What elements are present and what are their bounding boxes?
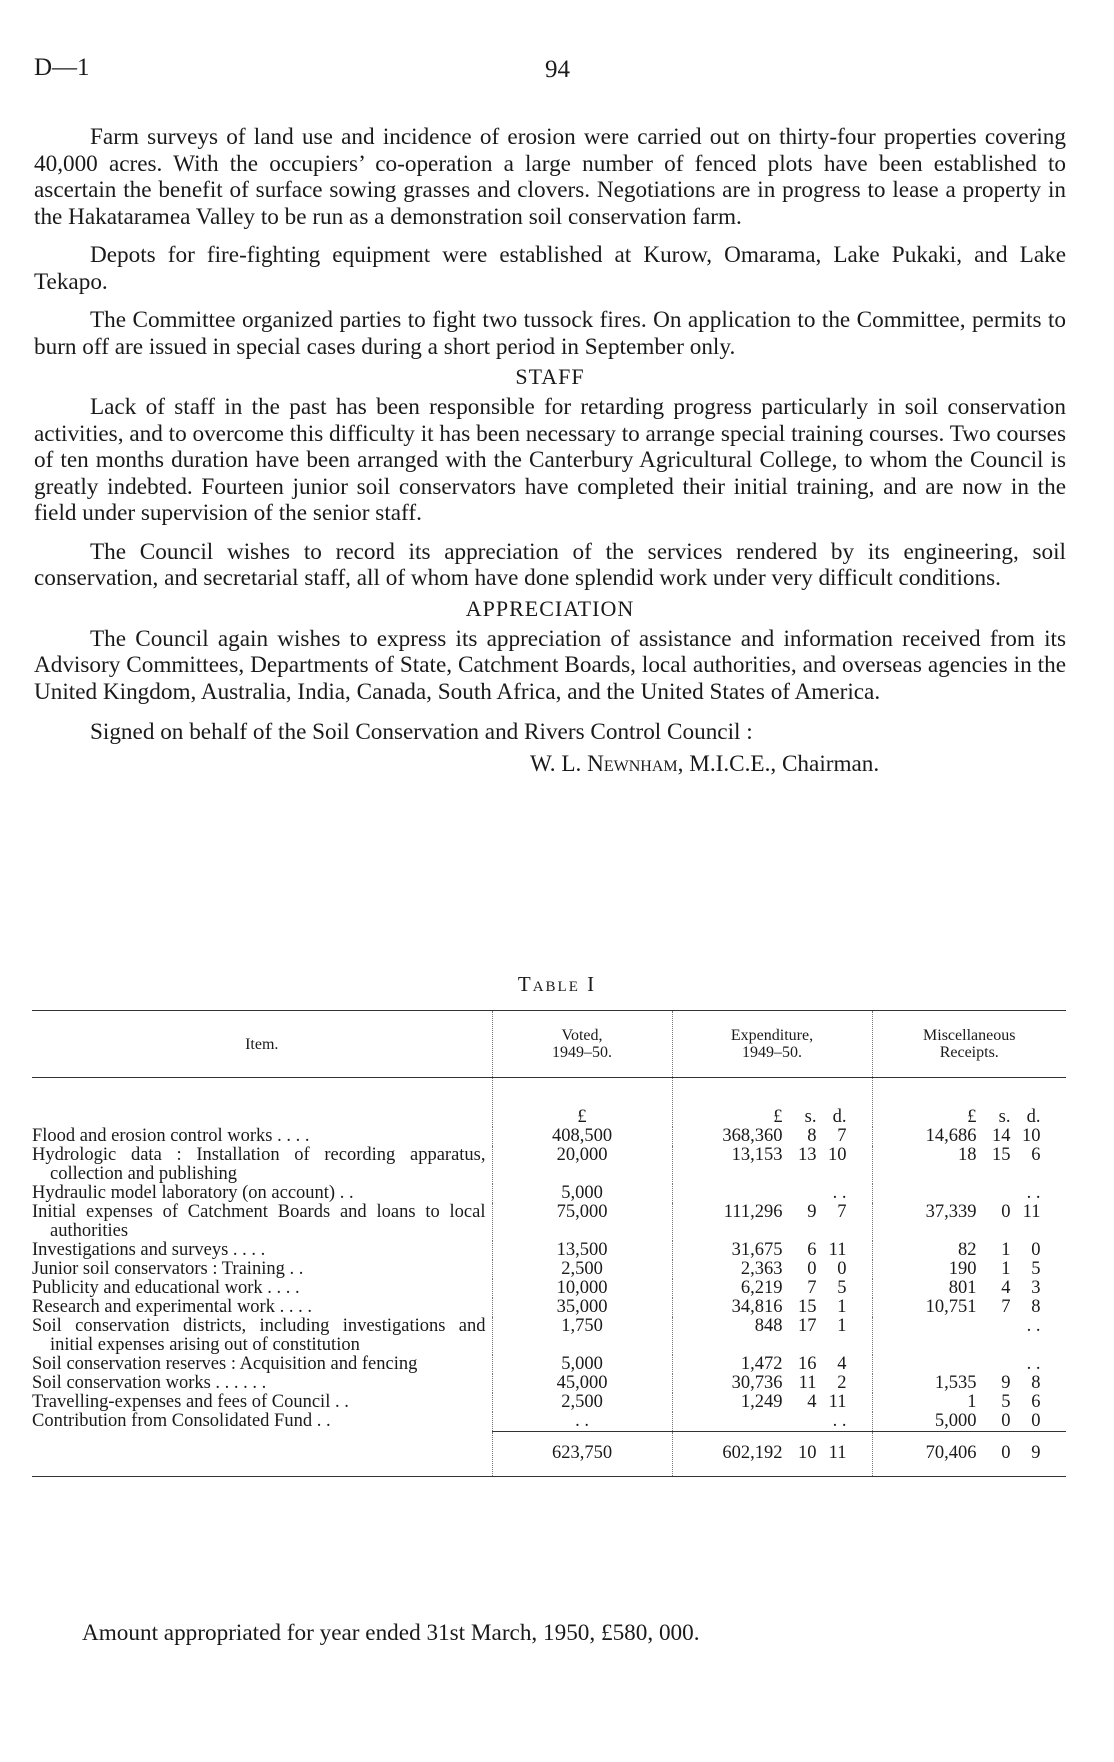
paragraph-staff-training: Lack of staff in the past has been responsible for retarding progress particularly in soil conservation activities, and to overcome this difficulty it has been necessary to arrange special training courses. Two courses of ten months duration have been arranged with the Canterbury Agricultural College, to whom the Council is greatly indebted. Fourteen junior soil conservators have completed their initial training, and are now in the field under supervision of the senior staff.: [34, 394, 1066, 526]
misc-cell: [872, 1298, 1066, 1317]
expenditure-cell-pence: 1: [837, 1316, 847, 1336]
misc-cell-pounds: 1,535: [934, 1373, 977, 1393]
total-misc: [872, 1432, 1066, 1477]
expenditure-cell: [672, 1298, 872, 1317]
staff-heading: STAFF: [515, 364, 585, 389]
item-cell: [32, 1393, 492, 1412]
misc-cell-shillings: 1: [1001, 1259, 1011, 1279]
misc-cell-shillings: 5: [1001, 1392, 1011, 1412]
expenditure-cell: [672, 1203, 872, 1241]
item-label: Soil conservation works . . . . . .: [32, 1373, 267, 1393]
misc-cell-pence: 0: [1031, 1411, 1041, 1431]
expenditure-cell-pounds: 30,736: [731, 1373, 783, 1393]
expenditure-cell-shillings: 8: [807, 1126, 817, 1146]
total-voted: 623,750: [492, 1432, 672, 1477]
expenditure-cell-pounds: 111,296: [723, 1202, 783, 1222]
misc-cell: [872, 1279, 1066, 1298]
misc-cell-pounds: 14,686: [925, 1126, 977, 1146]
item-label: Flood and erosion control works . . . .: [32, 1126, 310, 1146]
unit-shillings: s.: [998, 1107, 1011, 1127]
units-expenditure: [672, 1078, 872, 1128]
totals-label-cell: [32, 1432, 492, 1477]
expenditure-cell-pounds: 848: [754, 1316, 783, 1336]
expenditure-cell-pounds: 1,249: [740, 1392, 783, 1412]
expenditure-cell-shillings: 13: [798, 1145, 817, 1165]
voted-cell: 408,500: [492, 1127, 672, 1146]
header-voted-line1: Voted,: [561, 1027, 603, 1044]
item-cell: [32, 1279, 492, 1298]
expenditure-cell-pounds: 13,153: [731, 1145, 783, 1165]
expenditure-cell: [672, 1393, 872, 1412]
expenditure-cell: [672, 1355, 872, 1374]
voted-cell: 75,000: [492, 1203, 672, 1241]
paragraph-staff-appreciation: The Council wishes to record its appreciation of the services rendered by its engineering, soil conservation, and secretarial staff, all of whom have done splendid work under very difficult conditions.: [34, 538, 1066, 591]
voted-cell: 20,000: [492, 1146, 672, 1184]
expenditure-cell-pounds: 31,675: [731, 1240, 783, 1260]
expenditure-cell-pence: . .: [832, 1411, 847, 1431]
misc-cell-shillings: 4: [1001, 1278, 1011, 1298]
expenditure-cell-shillings: 11: [798, 1373, 817, 1393]
totals-row: [32, 1432, 1066, 1477]
misc-cell-pence: 5: [1031, 1259, 1041, 1279]
units-misc: [872, 1078, 1066, 1128]
item-label: Hydraulic model laboratory (on account) . .: [32, 1183, 354, 1203]
unit-pence: d.: [832, 1107, 847, 1127]
table-row: [32, 1374, 1066, 1393]
item-label: Contribution from Consolidated Fund . .: [32, 1411, 331, 1431]
table-row: [32, 1260, 1066, 1279]
table-row: [32, 1298, 1066, 1317]
table-row: [32, 1127, 1066, 1146]
misc-cell-pence: 3: [1031, 1278, 1041, 1298]
misc-cell: [872, 1317, 1066, 1355]
header-expenditure: [672, 1011, 872, 1078]
unit-pence: d.: [1026, 1107, 1041, 1127]
misc-cell-shillings: 0: [1001, 1202, 1011, 1222]
signatory-credentials: , M.I.C.E., Chairman.: [677, 751, 880, 777]
expenditure-cell-pence: 4: [837, 1354, 847, 1374]
table-row: [32, 1203, 1066, 1241]
item-cell: [32, 1298, 492, 1317]
total-expenditure-pence: 11: [828, 1443, 847, 1463]
misc-cell: [872, 1203, 1066, 1241]
expenditure-cell: [672, 1260, 872, 1279]
total-misc-pence: 9: [1031, 1443, 1041, 1463]
expenditure-cell-pence: 2: [837, 1373, 847, 1393]
misc-cell: [872, 1374, 1066, 1393]
voted-cell: 5,000: [492, 1184, 672, 1203]
page-number: 94: [545, 56, 570, 83]
header-expenditure-line2: 1949–50.: [742, 1044, 802, 1061]
voted-cell: 2,500: [492, 1260, 672, 1279]
expenditure-cell-pence: 11: [828, 1240, 847, 1260]
item-label: Junior soil conservators : Training . .: [32, 1259, 304, 1279]
expenditure-cell-pence: 11: [828, 1392, 847, 1412]
misc-cell: [872, 1184, 1066, 1203]
item-cell: [32, 1355, 492, 1374]
voted-cell: 2,500: [492, 1393, 672, 1412]
expenditure-cell-shillings: 9: [807, 1202, 817, 1222]
total-expenditure: [672, 1432, 872, 1477]
misc-cell-shillings: 0: [1001, 1411, 1011, 1431]
table-title: Table I: [517, 972, 597, 996]
item-cell: [32, 1146, 492, 1184]
table-row: [32, 1241, 1066, 1260]
paragraph-committee: The Committee organized parties to fight two tussock fires. On application to the Committee, permits to burn off are issued in special cases during a short period in September only.: [34, 307, 1066, 360]
appreciation-heading: APPRECIATION: [465, 595, 635, 621]
item-cell: [32, 1317, 492, 1355]
voted-cell: 13,500: [492, 1241, 672, 1260]
voted-cell: 1,750: [492, 1317, 672, 1355]
misc-cell-pence: 8: [1031, 1373, 1041, 1393]
table-row: [32, 1146, 1066, 1184]
signatory: [530, 749, 1066, 779]
running-head: [0, 54, 1114, 94]
misc-cell-pence: 11: [1022, 1202, 1041, 1222]
item-cell: [32, 1127, 492, 1146]
header-voted: [492, 1011, 672, 1078]
item-cell: [32, 1184, 492, 1203]
misc-cell-pounds: 1: [967, 1392, 977, 1412]
misc-cell-pence: 10: [1022, 1126, 1041, 1146]
expenditure-cell: [672, 1146, 872, 1184]
expenditure-cell: [672, 1317, 872, 1355]
table-row: [32, 1393, 1066, 1412]
item-cell: [32, 1374, 492, 1393]
units-row: [32, 1078, 1066, 1128]
misc-cell-shillings: 1: [1001, 1240, 1011, 1260]
table-row: [32, 1279, 1066, 1298]
expenditure-table: [32, 1010, 1066, 1477]
item-label: Investigations and surveys . . . .: [32, 1240, 266, 1260]
total-expenditure-pounds: 602,192: [722, 1443, 783, 1463]
body-text: [34, 124, 1066, 779]
expenditure-cell-shillings: 0: [807, 1259, 817, 1279]
misc-cell-pence: 0: [1031, 1240, 1041, 1260]
expenditure-cell: [672, 1184, 872, 1203]
header-misc-line1: Miscellaneous: [923, 1027, 1016, 1044]
table-row: [32, 1184, 1066, 1203]
misc-cell: [872, 1260, 1066, 1279]
misc-cell: [872, 1127, 1066, 1146]
item-cell: [32, 1203, 492, 1241]
header-misc: [872, 1011, 1066, 1078]
total-misc-pounds: 70,406: [925, 1443, 977, 1463]
expenditure-cell-shillings: 17: [798, 1316, 817, 1336]
expenditure-cell-shillings: 15: [798, 1297, 817, 1317]
table-row: [32, 1355, 1066, 1374]
expenditure-cell: [672, 1374, 872, 1393]
misc-cell-pence: . .: [1026, 1183, 1041, 1203]
misc-cell-pence: 6: [1031, 1145, 1041, 1165]
misc-cell-pounds: 10,751: [925, 1297, 977, 1317]
header-misc-line2: Receipts.: [939, 1044, 999, 1061]
expenditure-cell-pounds: 6,219: [740, 1278, 783, 1298]
total-expenditure-shillings: 10: [798, 1443, 817, 1463]
item-cell: [32, 1260, 492, 1279]
expenditure-cell-shillings: 6: [807, 1240, 817, 1260]
misc-cell-pence: . .: [1026, 1354, 1041, 1374]
voted-cell: 45,000: [492, 1374, 672, 1393]
misc-cell: [872, 1412, 1066, 1432]
table-header-row: [32, 1011, 1066, 1078]
expenditure-cell: [672, 1127, 872, 1146]
misc-cell: [872, 1355, 1066, 1374]
expenditure-cell-shillings: 7: [807, 1278, 817, 1298]
header-voted-line2: 1949–50.: [552, 1044, 612, 1061]
expenditure-cell-pence: 5: [837, 1278, 847, 1298]
expenditure-cell-pence: 0: [837, 1259, 847, 1279]
misc-cell-pounds: 82: [958, 1240, 977, 1260]
signed-line: Signed on behalf of the Soil Conservation and Rivers Control Council :: [90, 719, 753, 745]
item-label: Publicity and educational work . . . .: [32, 1278, 300, 1298]
expenditure-cell: [672, 1412, 872, 1432]
paragraph-appreciation: The Council again wishes to express its appreciation of assistance and information received from its Advisory Committees, Departments of State, Catchment Boards, local authorities, and overseas agencies in the United Kingdom, Australia, India, Canada, South Africa, and the United States of America.: [34, 625, 1066, 705]
misc-cell-shillings: 14: [992, 1126, 1011, 1146]
misc-cell-pounds: 37,339: [925, 1202, 977, 1222]
unit-shillings: s.: [804, 1107, 817, 1127]
table-row: [32, 1317, 1066, 1355]
misc-cell: [872, 1146, 1066, 1184]
item-label: Soil conservation districts, including investigations and initial expenses arising out of constitution: [32, 1316, 486, 1355]
paragraph-depots: Depots for fire-fighting equipment were established at Kurow, Omarama, Lake Pukaki, and Lake Tekapo.: [34, 242, 1066, 295]
misc-cell-shillings: 7: [1001, 1297, 1011, 1317]
signatory-name: W. L. Newnham: [530, 751, 678, 777]
document-code: D—1: [34, 54, 90, 81]
expenditure-cell-pounds: 34,816: [731, 1297, 783, 1317]
misc-cell-pence: 6: [1031, 1392, 1041, 1412]
expenditure-cell-pence: 1: [837, 1297, 847, 1317]
expenditure-cell: [672, 1241, 872, 1260]
units-voted: £: [492, 1078, 672, 1128]
misc-cell-pence: 8: [1031, 1297, 1041, 1317]
item-cell: [32, 1412, 492, 1432]
expenditure-cell-shillings: 16: [798, 1354, 817, 1374]
paragraph-farm-surveys: Farm surveys of land use and incidence of erosion were carried out on thirty-four properties covering 40,000 acres. With the occupiers’ co-operation a large number of fenced plots have been established to ascertain the benefit of surface sowing grasses and clovers. Negotiations are in progress to lease a property in the Hakataramea Valley to be run as a demonstration soil conservation farm.: [34, 124, 1066, 230]
item-label: Hydrologic data : Installation of recording apparatus, collection and publishing: [32, 1145, 486, 1184]
expenditure-cell-shillings: 4: [807, 1392, 817, 1412]
expenditure-cell-pence: 10: [828, 1145, 847, 1165]
misc-cell: [872, 1393, 1066, 1412]
voted-cell: 35,000: [492, 1298, 672, 1317]
expenditure-cell-pounds: 368,360: [722, 1126, 783, 1146]
item-cell: [32, 1241, 492, 1260]
expenditure-cell: [672, 1279, 872, 1298]
expenditure-cell-pence: . .: [832, 1183, 847, 1203]
units-item: [32, 1078, 492, 1128]
footnote: Amount appropriated for year ended 31st March, 1950, £580, 000.: [82, 1620, 700, 1646]
voted-cell: 5,000: [492, 1355, 672, 1374]
item-label: Travelling-expenses and fees of Council . .: [32, 1392, 349, 1412]
item-label: Research and experimental work . . . .: [32, 1297, 312, 1317]
voted-cell: . .: [492, 1412, 672, 1432]
expenditure-cell-pence: 7: [837, 1202, 847, 1222]
misc-cell: [872, 1241, 1066, 1260]
voted-cell: 10,000: [492, 1279, 672, 1298]
misc-cell-shillings: 15: [992, 1145, 1011, 1165]
misc-cell-pounds: 5,000: [934, 1411, 977, 1431]
misc-cell-pounds: 190: [948, 1259, 977, 1279]
misc-cell-pence: . .: [1026, 1316, 1041, 1336]
expenditure-cell-pounds: 1,472: [740, 1354, 783, 1374]
header-item: Item.: [32, 1011, 492, 1078]
item-label: Soil conservation reserves : Acquisition and fencing: [32, 1354, 418, 1374]
item-label: Initial expenses of Catchment Boards and loans to local authorities: [32, 1202, 486, 1241]
misc-cell-pounds: 801: [948, 1278, 977, 1298]
unit-pounds: £: [773, 1107, 783, 1127]
misc-cell-shillings: 9: [1001, 1373, 1011, 1393]
total-misc-shillings: 0: [1001, 1443, 1011, 1463]
unit-pounds: £: [967, 1107, 977, 1127]
expenditure-cell-pence: 7: [837, 1126, 847, 1146]
misc-cell-pounds: 18: [958, 1145, 977, 1165]
table-row: [32, 1412, 1066, 1432]
header-expenditure-line1: Expenditure,: [730, 1027, 814, 1044]
expenditure-cell-pounds: 2,363: [740, 1259, 783, 1279]
